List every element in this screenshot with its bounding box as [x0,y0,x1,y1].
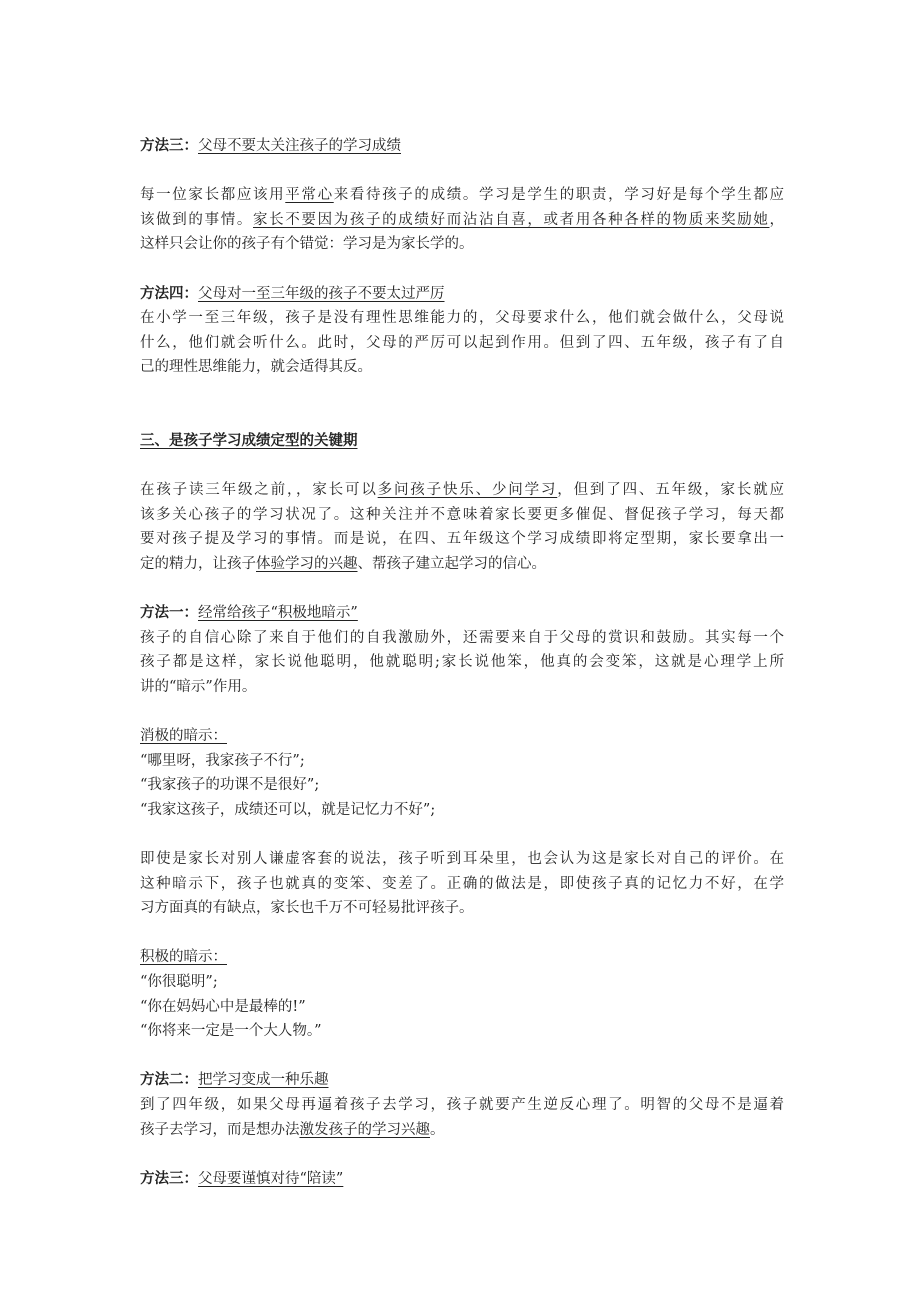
method-label: 方法四： [140,284,198,302]
text-line: 定的精力，让孩子体验学习的兴趣、帮孩子建立起学习的信心。 [140,555,546,572]
paragraph-not-strict [140,306,784,380]
method-title: 经常给孩子“积极地暗示” [198,605,358,622]
text-line: 在小学一至三年级，孩子是没有理性思维能力的，父母要求什么，他们就会做什么，父母说 [140,310,784,327]
quote-line: “你将来一定是一个大人物。” [140,1023,322,1040]
section-three-heading: 三、是孩子学习成绩定型的关键期 [140,431,358,449]
document-body [140,134,784,1191]
method-two-heading [140,1068,784,1093]
quote-line: “我家孩子的功课不是很好”; [140,777,320,794]
text-line: 讲的“暗示”作用。 [140,678,257,695]
method-title: 父母要谨慎对待“陪读” [198,1170,344,1187]
negative-suggestion-heading: 消极的暗示： [140,728,227,745]
quote-line: “你在妈妈心中是最棒的!” [140,998,306,1015]
text-line: 该多关心孩子的学习状况了。这种关注并不意味着家长要更多催促、督促孩子学习，每天都 [140,506,784,523]
method-label: 方法二： [140,1071,198,1089]
text-line: 在孩子读三年级之前，，家长可以多问孩子快乐、少问学习，但到了四、五年级，家长就应 [140,482,785,499]
text-line: 这样只会让你的孩子有个错觉：学习是为家长学的。 [140,236,474,253]
text-line: 孩子去学习，而是想办法激发孩子的学习兴趣。 [140,1121,445,1138]
method-label: 方法一： [140,604,198,622]
text-line: 到了四年级，如果父母再逼着孩子去学习，孩子就要产生逆反心理了。明智的父母不是逼着 [140,1096,784,1113]
text-line: 孩子都是这样，家长说他聪明，他就聪明;家长说他笨，他真的会变笨，这就是心理学上所 [140,654,784,671]
method-three-accompany-heading [140,1167,784,1192]
paragraph-suggestion [140,626,784,700]
method-three-heading [140,134,784,159]
paragraph-calm-attitude [140,183,784,257]
method-four-heading [140,282,784,307]
text-line: 孩子的自信心除了来自于他们的自我激励外，还需要来自于父母的赏识和鼓励。其实每一个 [140,629,784,646]
paragraph-correct-way [140,847,784,921]
method-title: 父母对一至三年级的孩子不要太过严厉 [198,285,445,302]
text-line: 即使是家长对别人谦虚客套的说法，孩子听到耳朵里，也会认为这是家长对自己的评价。在 [140,851,784,868]
paragraph-key-period [140,478,784,576]
text-line: 这种暗示下，孩子也就真的变笨、变差了。正确的做法是，即使孩子真的记忆力不好，在学 [140,875,784,892]
method-label: 方法三： [140,137,198,154]
quote-line: “哪里呀，我家孩子不行”; [140,752,305,769]
method-label: 方法三： [140,1169,198,1187]
text-line: 每一位家长都应该用平常心来看待孩子的成绩。学习是学生的职责，学习好是每个学生都应 [140,187,785,204]
text-line: 要对孩子提及学习的事情。而是说，在四、五年级这个学习成绩即将定型期，家长要拿出一 [140,531,784,548]
quote-line: “我家这孩子，成绩还可以，就是记忆力不好”; [140,801,436,818]
method-title: 父母不要太关注孩子的学习成绩 [198,138,401,154]
underlined-phrase: 平常心 [285,187,334,204]
paragraph-learning-fun [140,1093,784,1142]
underlined-phrase: 激发孩子的学习兴趣 [299,1121,430,1138]
text-line: 什么，他们就会听什么。此时，父母的严厉可以起到作用。但到了四、五年级，孩子有了自 [140,334,784,351]
text-line: 该做到的事情。家长不要因为孩子的成绩好而沾沾自喜，或者用各种各样的物质来奖励她， [140,211,785,228]
underlined-phrase: 多问孩子快乐、少问学习 [377,482,558,499]
underlined-phrase: 体验学习的兴趣 [256,555,358,572]
underlined-phrase: 家长不要因为孩子的成绩好而沾沾自喜，或者用各种各样的物质来奖励她 [253,211,770,228]
text-line: 习方面真的有缺点，家长也千万不可轻易批评孩子。 [140,900,474,917]
quote-line: “你很聪明”; [140,974,218,990]
method-one-heading [140,601,784,626]
text-line: 己的理性思维能力，就会适得其反。 [140,359,372,376]
positive-suggestion-heading: 积极的暗示： [140,949,227,966]
method-title: 把学习变成一种乐趣 [198,1072,329,1089]
